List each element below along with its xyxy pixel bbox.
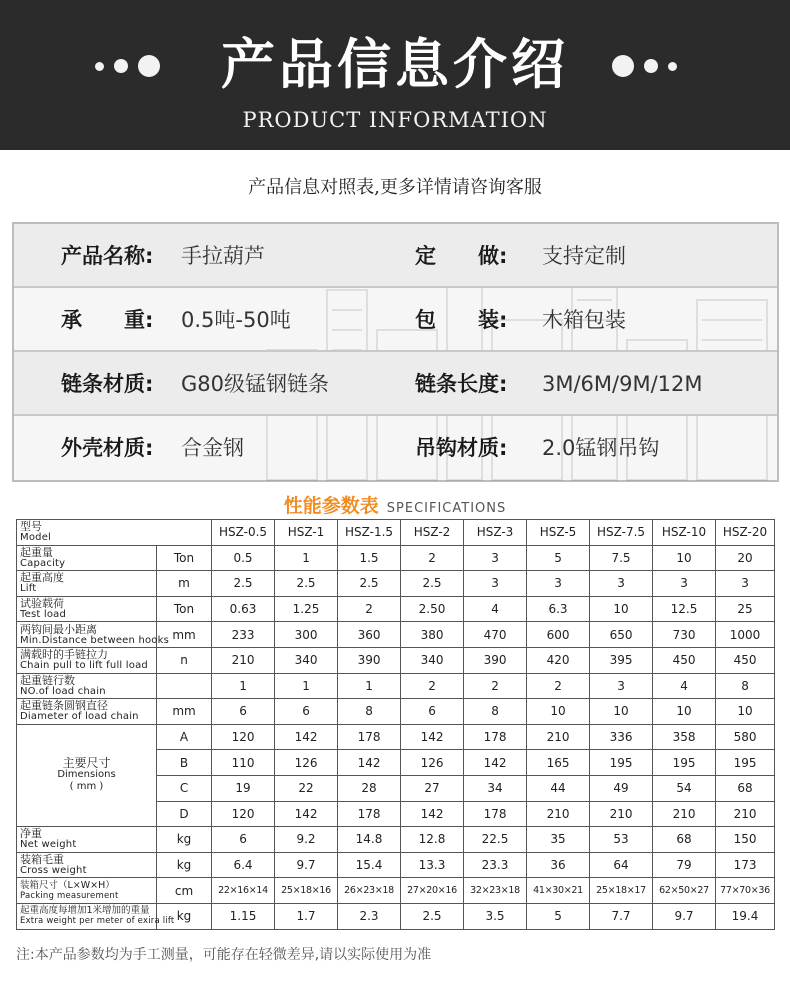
label-en: Chain pull to lift full load <box>20 660 148 672</box>
value-cell: 126 <box>401 750 464 776</box>
value-cell: 600 <box>527 622 590 648</box>
value-cell: 19.4 <box>716 903 775 929</box>
specs-title: 性能参数表 <box>283 495 379 517</box>
value-cell: 650 <box>590 622 653 648</box>
value-cell: 120 <box>212 724 275 750</box>
value-cell: 2 <box>401 545 464 571</box>
value-cell: 1.25 <box>275 596 338 622</box>
info-label: 链条材质: <box>61 372 154 396</box>
value-cell: 10 <box>527 699 590 725</box>
value-cell: 4 <box>653 673 716 699</box>
product-info-block <box>12 222 779 482</box>
info-value: 合金钢 <box>181 436 244 460</box>
value-cell: 12.8 <box>401 827 464 853</box>
value-cell: 10 <box>653 545 716 571</box>
value-cell: 68 <box>653 827 716 853</box>
value-cell: 142 <box>464 750 527 776</box>
info-value: 2.0锰钢吊钩 <box>542 436 660 460</box>
unit-cell: mm <box>157 699 212 725</box>
value-cell: 3 <box>464 571 527 597</box>
value-cell: 8 <box>716 673 775 699</box>
info-value: 支持定制 <box>542 244 626 268</box>
intro-text: 产品信息对照表,更多详情请咨询客服 <box>248 177 542 198</box>
value-cell: 2 <box>401 673 464 699</box>
value-cell: 25×18×16 <box>275 878 338 904</box>
value-cell: 2.5 <box>338 571 401 597</box>
table-row <box>17 545 775 571</box>
value-cell: 12.5 <box>653 596 716 622</box>
table-row <box>17 673 775 699</box>
value-cell: 233 <box>212 622 275 648</box>
value-cell: 2.5 <box>275 571 338 597</box>
table-row <box>17 852 775 878</box>
value-cell: 5 <box>527 903 590 929</box>
value-cell: 3 <box>590 673 653 699</box>
value-cell: 9.7 <box>653 903 716 929</box>
value-cell: 178 <box>338 801 401 827</box>
footnote: 注:本产品参数均为手工测量，可能存在轻微差异,请以实际使用为准 <box>16 947 432 963</box>
value-cell: 79 <box>653 852 716 878</box>
value-cell: 14.8 <box>338 827 401 853</box>
value-cell: 10 <box>590 596 653 622</box>
label-unit: ( mm ) <box>69 781 104 793</box>
label-en: Lift <box>20 583 37 595</box>
row-label <box>17 596 157 622</box>
value-cell: 25×18×17 <box>590 878 653 904</box>
row-label <box>17 545 157 571</box>
dimension-key: A <box>157 724 212 750</box>
table-row <box>17 520 775 546</box>
table-row <box>17 647 775 673</box>
unit-cell: Ton <box>157 596 212 622</box>
info-label: 承 重: <box>61 308 154 332</box>
label-zh: 装箱毛重 <box>20 853 64 867</box>
label-en: Min.Distance between hooks <box>20 634 170 646</box>
value-cell: 22 <box>275 775 338 801</box>
table-row <box>17 596 775 622</box>
value-cell: 53 <box>590 827 653 853</box>
value-cell: 395 <box>590 647 653 673</box>
value-cell: 0.63 <box>212 596 275 622</box>
value-cell: 10 <box>716 699 775 725</box>
info-label: 吊钩材质: <box>415 436 508 460</box>
value-cell: 27×20×16 <box>401 878 464 904</box>
unit-cell: cm <box>157 878 212 904</box>
value-cell: 210 <box>590 801 653 827</box>
value-cell: 178 <box>338 724 401 750</box>
dimension-key: D <box>157 801 212 827</box>
dimension-key: C <box>157 775 212 801</box>
dimensions-label <box>17 724 157 826</box>
table-row <box>17 827 775 853</box>
value-cell: 126 <box>275 750 338 776</box>
row-label <box>17 903 175 929</box>
model-header: HSZ-1.5 <box>338 520 401 546</box>
value-cell: 64 <box>590 852 653 878</box>
value-cell: 195 <box>653 750 716 776</box>
unit-cell: m <box>157 571 212 597</box>
value-cell: 450 <box>653 647 716 673</box>
value-cell: 173 <box>716 852 775 878</box>
table-row <box>17 878 775 904</box>
info-label: 包 装: <box>415 308 508 332</box>
value-cell: 420 <box>527 647 590 673</box>
value-cell: 1 <box>338 673 401 699</box>
value-cell: 44 <box>527 775 590 801</box>
unit-cell: kg <box>157 852 212 878</box>
value-cell: 195 <box>590 750 653 776</box>
label-zh: 净重 <box>20 827 42 841</box>
value-cell: 358 <box>653 724 716 750</box>
value-cell: 36 <box>527 852 590 878</box>
specs-table <box>16 519 775 930</box>
value-cell: 450 <box>716 647 775 673</box>
unit-cell: kg <box>157 827 212 853</box>
right-dots-decoration <box>612 55 677 77</box>
value-cell: 2.3 <box>338 903 401 929</box>
label-zh: 主要尺寸 <box>62 756 111 771</box>
label-en: Extra weight per meter of exira lift <box>20 916 175 927</box>
info-value: 3M/6M/9M/12M <box>542 372 703 396</box>
value-cell: 77×70×36 <box>716 878 775 904</box>
value-cell: 120 <box>212 801 275 827</box>
label-zh: 试验载荷 <box>20 597 64 611</box>
value-cell: 390 <box>338 647 401 673</box>
model-header: HSZ-1 <box>275 520 338 546</box>
value-cell: 1 <box>212 673 275 699</box>
value-cell: 3.5 <box>464 903 527 929</box>
value-cell: 28 <box>338 775 401 801</box>
value-cell: 3 <box>716 571 775 597</box>
info-value: G80级锰钢链条 <box>181 372 329 396</box>
value-cell: 210 <box>212 647 275 673</box>
value-cell: 26×23×18 <box>338 878 401 904</box>
value-cell: 3 <box>464 545 527 571</box>
value-cell: 34 <box>464 775 527 801</box>
row-label <box>17 878 157 904</box>
row-label <box>17 520 212 546</box>
value-cell: 340 <box>401 647 464 673</box>
info-row <box>14 288 777 352</box>
value-cell: 1000 <box>716 622 775 648</box>
value-cell: 470 <box>464 622 527 648</box>
value-cell: 165 <box>527 750 590 776</box>
dimension-key: B <box>157 750 212 776</box>
value-cell: 6.4 <box>212 852 275 878</box>
info-row <box>14 352 777 416</box>
value-cell: 6 <box>401 699 464 725</box>
label-en: Capacity <box>20 557 66 569</box>
label-zh: 起重高度 <box>20 571 64 585</box>
row-label <box>17 622 170 648</box>
model-header: HSZ-5 <box>527 520 590 546</box>
label-zh: 满载时的手链拉力 <box>20 648 108 662</box>
table-row <box>17 571 775 597</box>
specs-heading <box>0 491 790 518</box>
value-cell: 210 <box>716 801 775 827</box>
row-label <box>17 647 157 673</box>
value-cell: 178 <box>464 724 527 750</box>
value-cell: 32×23×18 <box>464 878 527 904</box>
label-en: Test load <box>20 609 67 621</box>
value-cell: 3 <box>653 571 716 597</box>
info-label: 外壳材质: <box>61 436 154 460</box>
label-zh: 装箱尺寸（L×W×H） <box>20 879 115 891</box>
info-label: 链条长度: <box>415 372 508 396</box>
table-row <box>17 699 775 725</box>
value-cell: 2.5 <box>401 903 464 929</box>
value-cell: 390 <box>464 647 527 673</box>
row-label <box>17 699 157 725</box>
label-en: Diameter of load chain <box>20 711 139 723</box>
label-en: Model <box>20 532 52 544</box>
value-cell: 300 <box>275 622 338 648</box>
value-cell: 20 <box>716 545 775 571</box>
label-zh: 起重链条圆钢直径 <box>20 699 108 713</box>
value-cell: 2.5 <box>212 571 275 597</box>
unit-cell: kg <box>157 903 212 929</box>
value-cell: 10 <box>653 699 716 725</box>
value-cell: 6.3 <box>527 596 590 622</box>
row-label <box>17 673 157 699</box>
unit-cell: Ton <box>157 545 212 571</box>
page-subtitle: PRODUCT INFORMATION <box>242 108 548 132</box>
info-label: 定 做: <box>415 244 508 268</box>
label-en: Cross weight <box>20 865 87 877</box>
value-cell: 54 <box>653 775 716 801</box>
info-row <box>14 224 777 288</box>
value-cell: 25 <box>716 596 775 622</box>
row-label <box>17 571 157 597</box>
value-cell: 195 <box>716 750 775 776</box>
value-cell: 8 <box>464 699 527 725</box>
value-cell: 7.7 <box>590 903 653 929</box>
value-cell: 41×30×21 <box>527 878 590 904</box>
model-header: HSZ-2 <box>401 520 464 546</box>
value-cell: 8 <box>338 699 401 725</box>
model-header: HSZ-10 <box>653 520 716 546</box>
value-cell: 68 <box>716 775 775 801</box>
value-cell: 340 <box>275 647 338 673</box>
info-value: 木箱包装 <box>542 308 626 332</box>
table-row <box>17 903 775 929</box>
value-cell: 142 <box>275 724 338 750</box>
value-cell: 580 <box>716 724 775 750</box>
value-cell: 730 <box>653 622 716 648</box>
value-cell: 22×16×14 <box>212 878 275 904</box>
value-cell: 142 <box>401 801 464 827</box>
value-cell: 178 <box>464 801 527 827</box>
value-cell: 2 <box>338 596 401 622</box>
value-cell: 1.5 <box>338 545 401 571</box>
value-cell: 19 <box>212 775 275 801</box>
value-cell: 2.50 <box>401 596 464 622</box>
value-cell: 1.7 <box>275 903 338 929</box>
value-cell: 210 <box>527 724 590 750</box>
model-header: HSZ-7.5 <box>590 520 653 546</box>
value-cell: 6 <box>275 699 338 725</box>
label-zh: 型号 <box>20 520 42 534</box>
value-cell: 336 <box>590 724 653 750</box>
model-header: HSZ-0.5 <box>212 520 275 546</box>
page-title: 产品信息介绍 <box>221 32 569 96</box>
value-cell: 9.7 <box>275 852 338 878</box>
value-cell: 1 <box>275 545 338 571</box>
value-cell: 142 <box>275 801 338 827</box>
label-zh: 起重高度每增加1米增加的重量 <box>20 905 150 917</box>
value-cell: 3 <box>527 571 590 597</box>
unit-cell: mm <box>157 622 212 648</box>
value-cell: 7.5 <box>590 545 653 571</box>
row-label <box>17 852 157 878</box>
value-cell: 10 <box>590 699 653 725</box>
value-cell: 1 <box>275 673 338 699</box>
value-cell: 1.15 <box>212 903 275 929</box>
value-cell: 210 <box>653 801 716 827</box>
label-en: Dimensions <box>57 769 116 781</box>
value-cell: 4 <box>464 596 527 622</box>
info-label: 产品名称: <box>61 244 154 268</box>
model-header: HSZ-3 <box>464 520 527 546</box>
value-cell: 142 <box>338 750 401 776</box>
value-cell: 110 <box>212 750 275 776</box>
value-cell: 49 <box>590 775 653 801</box>
value-cell: 15.4 <box>338 852 401 878</box>
info-value: 0.5吨-50吨 <box>181 308 291 332</box>
label-en: Packing measurement <box>20 890 119 901</box>
specs-title-en: SPECIFICATIONS <box>386 501 507 516</box>
value-cell: 27 <box>401 775 464 801</box>
value-cell: 3 <box>590 571 653 597</box>
info-row <box>14 416 777 480</box>
value-cell: 62×50×27 <box>653 878 716 904</box>
value-cell: 35 <box>527 827 590 853</box>
label-zh: 起重链行数 <box>20 673 75 687</box>
value-cell: 360 <box>338 622 401 648</box>
value-cell: 150 <box>716 827 775 853</box>
value-cell: 13.3 <box>401 852 464 878</box>
value-cell: 2.5 <box>401 571 464 597</box>
value-cell: 2 <box>527 673 590 699</box>
value-cell: 22.5 <box>464 827 527 853</box>
value-cell: 2 <box>464 673 527 699</box>
model-header: HSZ-20 <box>716 520 775 546</box>
value-cell: 210 <box>527 801 590 827</box>
label-en: NO.of load chain <box>20 685 106 697</box>
table-row <box>17 622 775 648</box>
value-cell: 5 <box>527 545 590 571</box>
value-cell: 9.2 <box>275 827 338 853</box>
value-cell: 6 <box>212 827 275 853</box>
value-cell: 142 <box>401 724 464 750</box>
value-cell: 0.5 <box>212 545 275 571</box>
info-value: 手拉葫芦 <box>181 244 265 268</box>
table-row <box>17 724 775 750</box>
label-en: Net weight <box>20 839 77 851</box>
value-cell: 380 <box>401 622 464 648</box>
unit-cell <box>157 673 212 699</box>
label-zh: 两钩间最小距离 <box>20 622 97 636</box>
header-banner <box>0 0 790 150</box>
label-zh: 起重量 <box>20 545 53 559</box>
value-cell: 6 <box>212 699 275 725</box>
unit-cell: n <box>157 647 212 673</box>
row-label <box>17 827 157 853</box>
value-cell: 23.3 <box>464 852 527 878</box>
